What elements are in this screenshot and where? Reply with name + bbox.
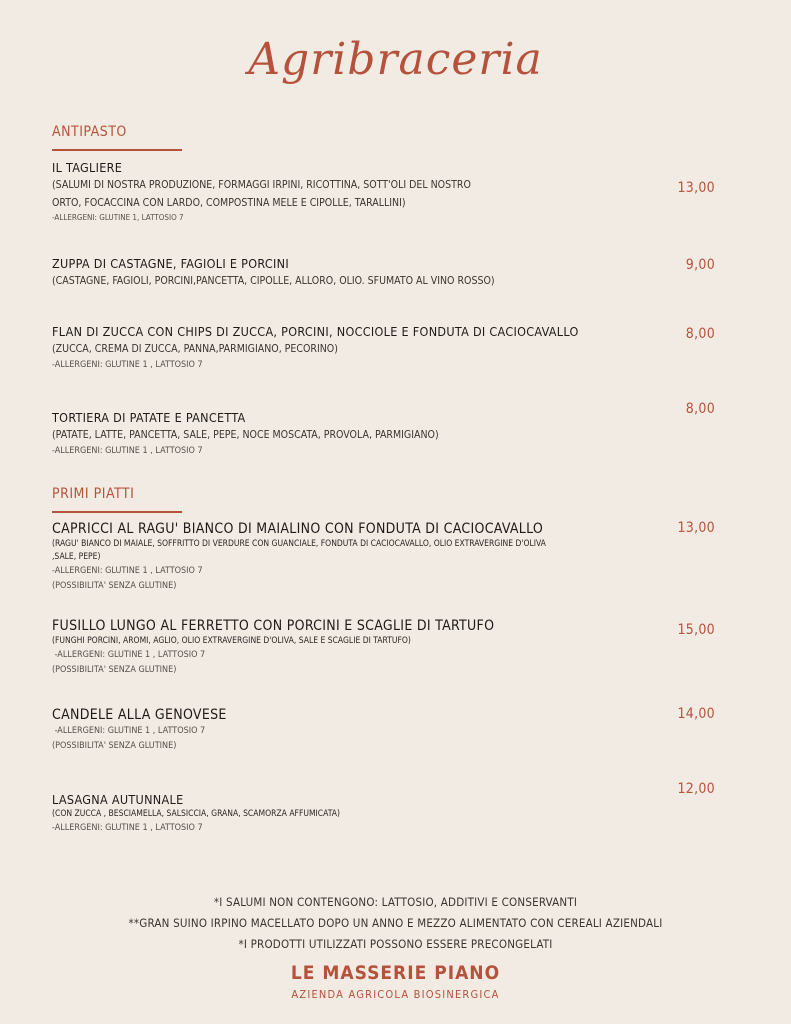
item-name: CAPRICCI AL RAGU' BIANCO DI MAIALINO CON FONDUTA DI CACIOCAVALLO (52, 521, 544, 537)
item-allergens: -ALLERGENI: GLUTINE 1 , LATTOSIO 7 (52, 650, 206, 660)
brand-subtitle: AZIENDA AGRICOLA BIOSINERGICA (291, 988, 500, 1001)
item-description: (PATATE, LATTE, PANCETTA, SALE, PEPE, NOCE MOSCATA, PROVOLA, PARMIGIANO) (52, 429, 439, 441)
item-name: IL TAGLIERE (52, 160, 123, 175)
item-description: (CON ZUCCA , BESCIAMELLA, SALSICCIA, GRANA, SCAMORZA AFFUMICATA) (52, 809, 340, 819)
item-price: 8,00 (685, 326, 715, 342)
menu-item-flan-di-zucca (52, 324, 652, 373)
item-price: 9,00 (685, 257, 715, 273)
item-gluten-free-note: (POSSIBILITA' SENZA GLUTINE) (52, 581, 177, 591)
brand-logo-name: LE MASSERIE PIANO (290, 962, 501, 984)
item-allergens: -ALLERGENI: GLUTINE 1 , LATTOSIO 7 (52, 823, 203, 833)
menu-item-zuppa (52, 256, 652, 290)
item-price: 15,00 (677, 622, 715, 638)
item-gluten-free-note: (POSSIBILITA' SENZA GLUTINE) (52, 741, 177, 751)
item-description: (RAGU' BIANCO DI MAIALE, SOFFRITTO DI VERDURE CON GUANCIALE, FONDUTA DI CACIOCAVALLO, OLIO EXTRAVERGINE D'OLIVA (52, 539, 546, 549)
item-allergens: -ALLERGENI: GLUTINE 1 , LATTOSIO 7 (52, 566, 203, 576)
item-allergens: -ALLERGENI: GLUTINE 1 , LATTOSIO 7 (52, 446, 203, 456)
section-divider (52, 511, 182, 513)
menu-item-il-tagliere (52, 160, 652, 224)
item-allergens: -ALLERGENI: GLUTINE 1 , LATTOSIO 7 (52, 726, 206, 736)
item-price: 13,00 (677, 520, 715, 536)
item-name: TORTIERA DI PATATE E PANCETTA (52, 410, 246, 425)
item-name: ZUPPA DI CASTAGNE, FAGIOLI E PORCINI (52, 256, 289, 271)
section-title-antipasto: ANTIPASTO (52, 124, 127, 140)
item-description: ,SALE, PEPE) (52, 552, 101, 562)
item-name: FLAN DI ZUCCA CON CHIPS DI ZUCCA, PORCINI, NOCCIOLE E FONDUTA DI CACIOCAVALLO (52, 324, 579, 339)
menu-item-lasagna (52, 792, 652, 836)
item-description: ORTO, FOCACCINA CON LARDO, COMPOSTINA MELE E CIPOLLE, TARALLINI) (52, 197, 406, 209)
item-name: LASAGNA AUTUNNALE (52, 792, 184, 807)
item-allergens: -ALLERGENI: GLUTINE 1 , LATTOSIO 7 (52, 360, 203, 370)
item-price: 8,00 (685, 401, 715, 417)
menu-title: Agribraceria (248, 34, 543, 85)
item-price: 14,00 (677, 706, 715, 722)
menu-item-capricci (52, 520, 652, 594)
item-description: (SALUMI DI NOSTRA PRODUZIONE, FORMAGGI IRPINI, RICOTTINA, SOTT'OLI DEL NOSTRO (52, 179, 471, 191)
item-name: CANDELE ALLA GENOVESE (52, 707, 227, 723)
footnote-suino: **GRAN SUINO IRPINO MACELLATO DOPO UN ANNO E MEZZO ALIMENTATO CON CEREALI AZIENDALI (128, 916, 663, 930)
item-description: (CASTAGNE, FAGIOLI, PORCINI,PANCETTA, CIPOLLE, ALLORO, OLIO. SFUMATO AL VINO ROSSO) (52, 275, 495, 287)
section-title-primi-piatti: PRIMI PIATTI (52, 486, 135, 502)
item-price: 13,00 (677, 180, 715, 196)
item-gluten-free-note: (POSSIBILITA' SENZA GLUTINE) (52, 665, 177, 675)
menu-item-fusillo (52, 617, 652, 678)
item-price: 12,00 (677, 781, 715, 797)
section-divider (52, 149, 182, 151)
menu-item-tortiera (52, 410, 652, 459)
footnote-salumi: *I SALUMI NON CONTENGONO: LATTOSIO, ADDITIVI E CONSERVANTI (213, 895, 578, 909)
item-description: (ZUCCA, CREMA DI ZUCCA, PANNA,PARMIGIANO, PECORINO) (52, 343, 338, 355)
item-allergens: -ALLERGENI: GLUTINE 1, LATTOSIO 7 (52, 213, 184, 222)
item-name: FUSILLO LUNGO AL FERRETTO CON PORCINI E SCAGLIE DI TARTUFO (52, 618, 495, 634)
menu-item-candele (52, 706, 652, 754)
item-description: (FUNGHI PORCINI, AROMI, AGLIO, OLIO EXTRAVERGINE D'OLIVA, SALE E SCAGLIE DI TARTUFO) (52, 636, 411, 646)
footnote-precongelati: *I PRODOTTI UTILIZZATI POSSONO ESSERE PRECONGELATI (238, 937, 553, 951)
